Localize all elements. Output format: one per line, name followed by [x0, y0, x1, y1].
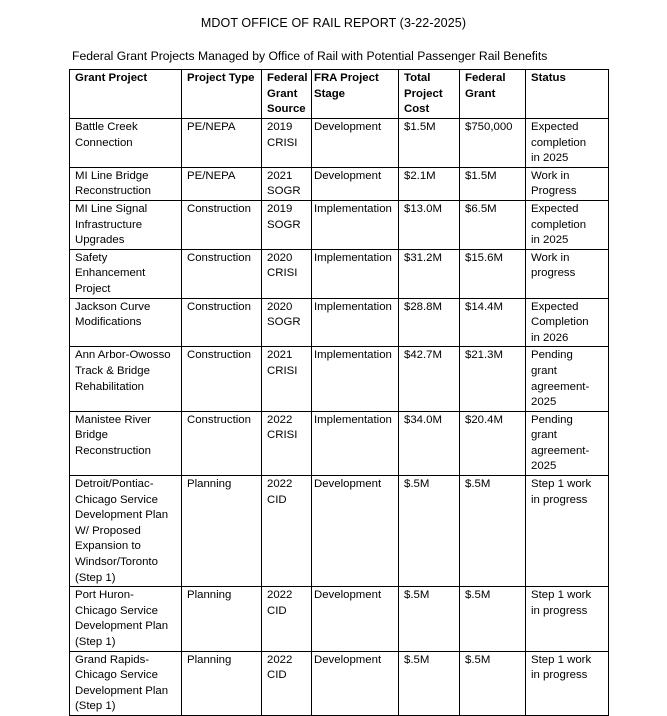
- cell-text-line: Windsor/Toronto: [75, 556, 158, 569]
- cell-text-line: in 2025: [531, 234, 569, 247]
- header-total-project-cost: Total Project Cost: [399, 70, 460, 119]
- cell-project-stage: [312, 167, 399, 200]
- cell-text-line: (Step 1): [75, 571, 116, 584]
- cell-text-line: $6.5M: [465, 202, 497, 215]
- cell-text-line: $1.5M: [465, 169, 497, 182]
- cell-grant-project: [70, 587, 182, 651]
- cell-text-line: Battle Creek: [75, 121, 138, 133]
- cell-text-line: Rehabilitation: [75, 380, 145, 393]
- cell-text-line: in 2025: [531, 152, 569, 165]
- cell-text-line: Safety: [75, 251, 108, 264]
- cell-text-line: PE/NEPA: [187, 121, 236, 133]
- cell-text-line: Infrastructure: [75, 218, 143, 231]
- cell-text-line: $.5M: [465, 653, 491, 666]
- cell-status: [526, 411, 609, 475]
- cell-grant-source: [262, 411, 312, 475]
- cell-total-cost: [399, 476, 460, 587]
- cell-text-line: 2022: [267, 478, 293, 491]
- table-row: [70, 587, 609, 651]
- header-fra-project-stage: FRA Project Stage: [312, 70, 399, 119]
- table-row: [70, 411, 609, 475]
- cell-status: [526, 347, 609, 411]
- cell-status: [526, 476, 609, 587]
- cell-text-line: grant: [531, 429, 557, 442]
- cell-text-line: Ann Arbor-Owosso: [75, 349, 171, 362]
- cell-project-stage: [312, 347, 399, 411]
- cell-text-line: Grand Rapids-: [75, 653, 150, 666]
- cell-text-line: Planning: [187, 478, 232, 491]
- cell-total-cost: [399, 298, 460, 347]
- cell-text-line: Construction: [187, 202, 251, 215]
- table-row: [70, 298, 609, 347]
- cell-text-line: $42.7M: [404, 349, 442, 362]
- cell-total-cost: [399, 200, 460, 249]
- cell-text-line: Modifications: [75, 316, 142, 329]
- cell-text-line: completion: [531, 136, 587, 149]
- cell-text-line: Development: [314, 169, 382, 182]
- cell-text-line: Expansion to: [75, 540, 141, 553]
- cell-grant-project: [70, 411, 182, 475]
- cell-text-line: 2019: [267, 121, 293, 133]
- cell-text-line: Development: [314, 589, 382, 602]
- cell-text-line: 2022: [267, 413, 293, 426]
- cell-text-line: 2022: [267, 653, 293, 666]
- cell-text-line: Chicago Service: [75, 604, 158, 617]
- cell-text-line: $14.4M: [465, 300, 503, 313]
- cell-text-line: 2022: [267, 589, 293, 602]
- cell-text-line: CRISI: [267, 429, 298, 442]
- table-row: [70, 119, 609, 168]
- cell-text-line: Work in: [531, 169, 570, 182]
- cell-project-type: [182, 249, 262, 298]
- cell-project-stage: [312, 587, 399, 651]
- cell-text-line: CID: [267, 604, 287, 617]
- cell-grant-project: [70, 200, 182, 249]
- cell-federal-grant: [460, 411, 526, 475]
- cell-federal-grant: [460, 347, 526, 411]
- cell-text-line: Implementation: [314, 251, 392, 264]
- table-row: [70, 476, 609, 587]
- cell-text-line: CRISI: [267, 364, 298, 377]
- cell-project-type: [182, 298, 262, 347]
- cell-text-line: $.5M: [404, 589, 430, 602]
- header-project-type: Project Type: [182, 70, 262, 119]
- cell-text-line: Pending: [531, 413, 573, 426]
- cell-text-line: CRISI: [267, 267, 298, 280]
- cell-text-line: Development: [314, 653, 382, 666]
- cell-text-line: Chicago Service: [75, 669, 158, 682]
- cell-text-line: Construction: [187, 413, 251, 426]
- cell-text-line: Development Plan: [75, 620, 169, 633]
- header-status: Status: [526, 70, 609, 119]
- cell-grant-project: [70, 249, 182, 298]
- cell-status: [526, 298, 609, 347]
- cell-total-cost: [399, 347, 460, 411]
- cell-grant-source: [262, 249, 312, 298]
- cell-text-line: Development: [314, 478, 382, 491]
- cell-federal-grant: [460, 119, 526, 168]
- cell-project-type: [182, 119, 262, 168]
- cell-federal-grant: [460, 249, 526, 298]
- table-row: [70, 167, 609, 200]
- cell-text-line: 2021: [267, 349, 293, 362]
- cell-text-line: Progress: [531, 185, 577, 198]
- cell-text-line: Bridge: [75, 429, 108, 442]
- header-federal-grant-source: Federal Grant Source: [262, 70, 312, 119]
- cell-project-type: [182, 476, 262, 587]
- cell-project-type: [182, 587, 262, 651]
- cell-text-line: Development: [314, 121, 382, 133]
- cell-text-line: $15.6M: [465, 251, 503, 264]
- cell-text-line: PE/NEPA: [187, 169, 236, 182]
- cell-text-line: CID: [267, 493, 287, 506]
- cell-status: [526, 119, 609, 168]
- cell-text-line: Reconstruction: [75, 444, 151, 457]
- header-grant-project: Grant Project: [70, 70, 182, 119]
- cell-text-line: $.5M: [465, 589, 491, 602]
- cell-text-line: $20.4M: [465, 413, 503, 426]
- cell-status: [526, 200, 609, 249]
- cell-text-line: 2025: [531, 460, 557, 473]
- grant-projects-table: [69, 69, 609, 716]
- cell-text-line: $.5M: [465, 478, 491, 491]
- cell-text-line: $21.3M: [465, 349, 503, 362]
- cell-text-line: Construction: [187, 300, 251, 313]
- cell-grant-project: [70, 119, 182, 168]
- cell-text-line: Reconstruction: [75, 185, 151, 198]
- cell-text-line: $.5M: [404, 478, 430, 491]
- cell-text-line: Chicago Service: [75, 493, 158, 506]
- cell-text-line: Expected: [531, 300, 579, 313]
- cell-text-line: Step 1 work: [531, 478, 592, 491]
- cell-text-line: Implementation: [314, 202, 392, 215]
- cell-text-line: W/ Proposed: [75, 524, 141, 537]
- cell-text-line: SOGR: [267, 316, 301, 329]
- cell-federal-grant: [460, 298, 526, 347]
- cell-grant-source: [262, 347, 312, 411]
- cell-project-stage: [312, 476, 399, 587]
- table-row: [70, 347, 609, 411]
- cell-project-type: [182, 167, 262, 200]
- cell-text-line: Implementation: [314, 300, 392, 313]
- cell-text-line: CRISI: [267, 136, 298, 149]
- cell-total-cost: [399, 587, 460, 651]
- cell-text-line: $34.0M: [404, 413, 442, 426]
- cell-text-line: 2020: [267, 300, 293, 313]
- cell-text-line: agreement-: [531, 444, 590, 457]
- table-row: [70, 200, 609, 249]
- cell-status: [526, 167, 609, 200]
- cell-text-line: Implementation: [314, 413, 392, 426]
- cell-text-line: Pending: [531, 349, 573, 362]
- cell-grant-source: [262, 119, 312, 168]
- cell-text-line: Implementation: [314, 349, 392, 362]
- cell-text-line: 2019: [267, 202, 293, 215]
- cell-project-stage: [312, 249, 399, 298]
- cell-grant-source: [262, 200, 312, 249]
- cell-status: [526, 249, 609, 298]
- cell-text-line: progress: [531, 267, 576, 280]
- cell-text-line: 2020: [267, 251, 293, 264]
- cell-project-stage: [312, 119, 399, 168]
- cell-text-line: Expected: [531, 202, 579, 215]
- cell-text-line: Development Plan: [75, 684, 169, 697]
- cell-text-line: Completion: [531, 316, 589, 329]
- cell-project-type: [182, 411, 262, 475]
- cell-text-line: Port Huron-: [75, 589, 134, 602]
- cell-project-stage: [312, 200, 399, 249]
- cell-text-line: Planning: [187, 653, 232, 666]
- table-caption: Federal Grant Projects Managed by Office of Rail with Potential Passenger Rail Benefits: [72, 49, 548, 63]
- cell-grant-source: [262, 298, 312, 347]
- cell-text-line: CID: [267, 669, 287, 682]
- cell-grant-project: [70, 298, 182, 347]
- cell-text-line: Planning: [187, 589, 232, 602]
- cell-grant-source: [262, 476, 312, 587]
- cell-text-line: Development Plan: [75, 509, 169, 522]
- cell-text-line: Track & Bridge: [75, 364, 150, 377]
- cell-text-line: grant: [531, 364, 557, 377]
- cell-text-line: 2021: [267, 169, 293, 182]
- cell-text-line: Construction: [187, 251, 251, 264]
- cell-text-line: in progress: [531, 493, 588, 506]
- cell-text-line: Project: [75, 282, 111, 295]
- cell-text-line: 2025: [531, 396, 557, 409]
- cell-text-line: $2.1M: [404, 169, 436, 182]
- cell-total-cost: [399, 119, 460, 168]
- cell-federal-grant: [460, 476, 526, 587]
- cell-text-line: completion: [531, 218, 587, 231]
- cell-text-line: Expected: [531, 121, 579, 133]
- cell-text-line: Manistee River: [75, 413, 151, 426]
- cell-grant-project: [70, 167, 182, 200]
- cell-text-line: Upgrades: [75, 234, 125, 247]
- cell-text-line: MI Line Bridge: [75, 169, 149, 182]
- cell-project-stage: [312, 411, 399, 475]
- table-row: [70, 249, 609, 298]
- cell-text-line: in progress: [531, 604, 588, 617]
- cell-text-line: SOGR: [267, 185, 301, 198]
- cell-text-line: $750,000: [465, 121, 513, 133]
- cell-text-line: Work in: [531, 251, 570, 264]
- cell-project-type: [182, 200, 262, 249]
- cell-text-line: agreement-: [531, 380, 590, 393]
- cell-text-line: Step 1 work: [531, 653, 592, 666]
- cell-total-cost: [399, 411, 460, 475]
- cell-grant-project: [70, 347, 182, 411]
- cell-total-cost: [399, 249, 460, 298]
- table-header-row: [70, 70, 609, 119]
- cell-text-line: Detroit/Pontiac-: [75, 478, 154, 491]
- cell-project-type: [182, 347, 262, 411]
- cell-text-line: Construction: [187, 349, 251, 362]
- cell-text-line: SOGR: [267, 218, 301, 231]
- cell-text-line: Connection: [75, 136, 133, 149]
- cell-grant-source: [262, 167, 312, 200]
- cell-text-line: $13.0M: [404, 202, 442, 215]
- cell-text-line: Enhancement: [75, 267, 146, 280]
- header-federal-grant: Federal Grant: [460, 70, 526, 119]
- cell-grant-project: [70, 476, 182, 587]
- cell-grant-source: [262, 587, 312, 651]
- cell-total-cost: [399, 167, 460, 200]
- cell-text-line: (Step 1): [75, 700, 116, 713]
- cell-federal-grant: [460, 587, 526, 651]
- table-body: [70, 119, 609, 716]
- cell-text-line: $.5M: [404, 653, 430, 666]
- cell-text-line: MI Line Signal: [75, 202, 148, 215]
- cell-status: [526, 587, 609, 651]
- cell-text-line: Jackson Curve: [75, 300, 151, 313]
- cell-federal-grant: [460, 167, 526, 200]
- cell-project-stage: [312, 298, 399, 347]
- cell-text-line: Step 1 work: [531, 589, 592, 602]
- cell-text-line: $28.8M: [404, 300, 442, 313]
- report-title: MDOT OFFICE OF RAIL REPORT (3-22-2025): [200, 16, 467, 30]
- cell-text-line: in 2026: [531, 331, 569, 344]
- cell-text-line: $31.2M: [404, 251, 442, 264]
- cell-text-line: $1.5M: [404, 121, 436, 133]
- cell-text-line: in progress: [531, 669, 588, 682]
- cell-text-line: (Step 1): [75, 636, 116, 648]
- cell-federal-grant: [460, 200, 526, 249]
